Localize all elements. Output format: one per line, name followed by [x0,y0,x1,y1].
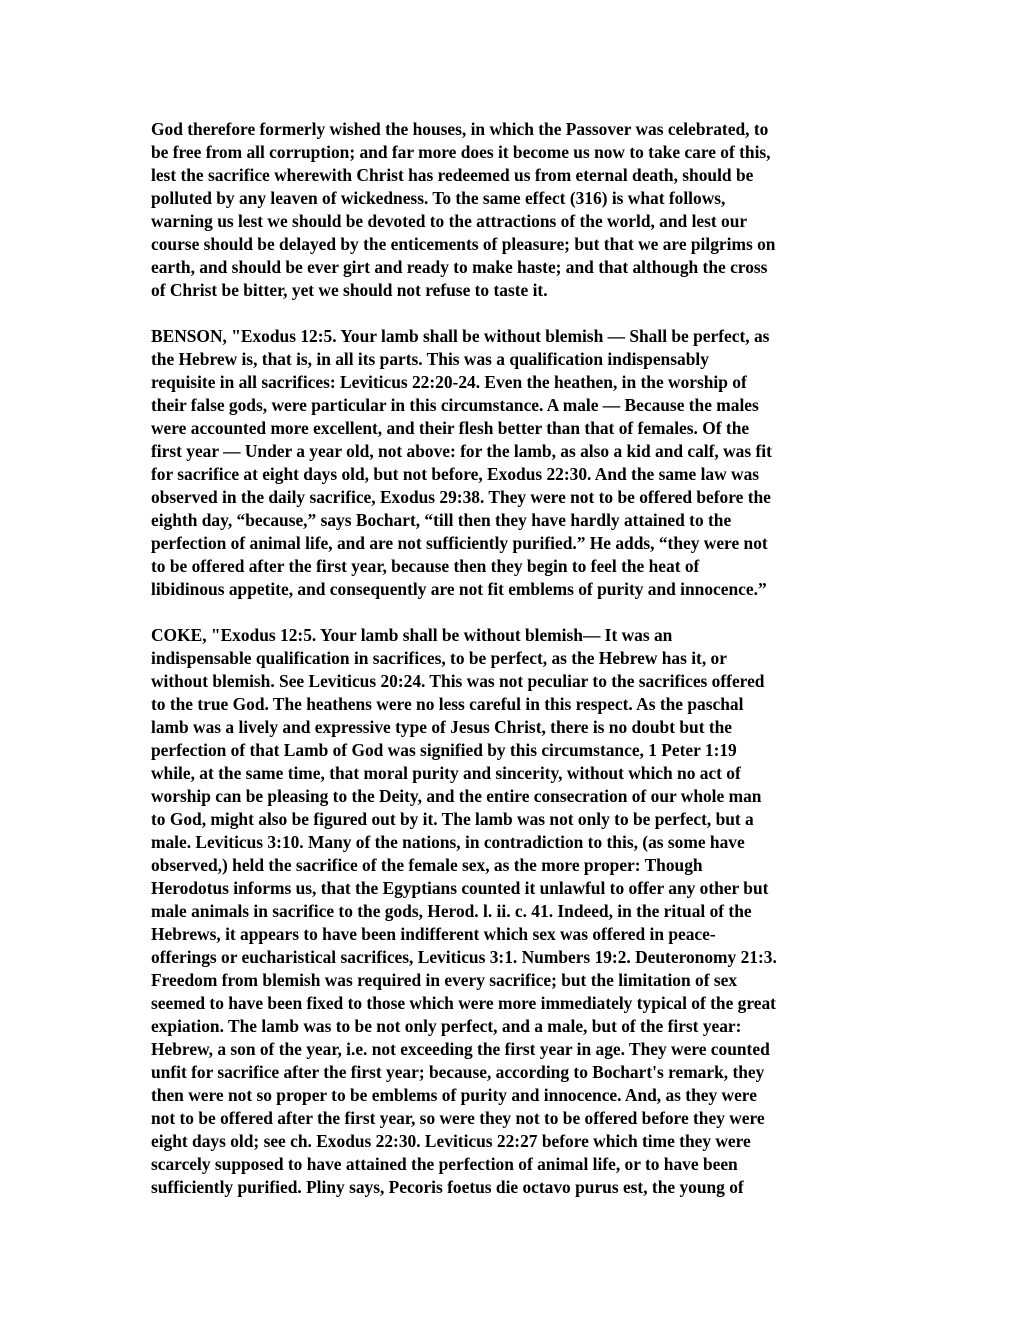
text-line: while, at the same time, that moral purity and sincerity, without which no act of [151,763,741,783]
paragraph-calvin-continuation [151,118,891,302]
text-line: sufficiently purified. Pliny says, Pecoris foetus die octavo purus est, the young of [151,1177,744,1197]
text-line: observed in the daily sacrifice, Exodus 29:38. They were not to be offered before the [151,487,771,507]
text-line: polluted by any leaven of wickedness. To the same effect (316) is what follows, [151,188,726,208]
text-line: God therefore formerly wished the houses, in which the Passover was celebrated, to [151,119,769,139]
text-line: male. Leviticus 3:10. Many of the nations, in contradiction to this, (as some have [151,832,745,852]
text-line: then were not so proper to be emblems of purity and innocence. And, as they were [151,1085,757,1105]
text-line: their false gods, were particular in this circumstance. A male — Because the males [151,395,759,415]
text-line: expiation. The lamb was to be not only perfect, and a male, but of the first year: [151,1016,742,1036]
text-line: for sacrifice at eight days old, but not before, Exodus 22:30. And the same law was [151,464,760,484]
text-line: lest the sacrifice wherewith Christ has redeemed us from eternal death, should be [151,165,754,185]
text-line: libidinous appetite, and consequently are not fit emblems of purity and innocence.” [151,579,767,599]
text-line: earth, and should be ever girt and ready to make haste; and that although the cross [151,257,768,277]
text-line: COKE, "Exodus 12:5. Your lamb shall be without blemish— It was an [151,625,673,645]
text-line: to God, might also be figured out by it. The lamb was not only to be perfect, but a [151,809,754,829]
text-line: to the true God. The heathens were no less careful in this respect. As the paschal [151,694,744,714]
text-line: observed,) held the sacrifice of the female sex, as the more proper: Though [151,855,703,875]
text-line: eight days old; see ch. Exodus 22:30. Leviticus 22:27 before which time they were [151,1131,751,1151]
text-line: worship can be pleasing to the Deity, and the entire consecration of our whole man [151,786,762,806]
paragraph-spacer [151,601,891,624]
text-line: perfection of that Lamb of God was signified by this circumstance, 1 Peter 1:19 [151,740,737,760]
text-line: eighth day, “because,” says Bochart, “till then they have hardly attained to the [151,510,732,530]
text-line: unfit for sacrifice after the first year; because, according to Bochart's remark, they [151,1062,765,1082]
text-line: course should be delayed by the enticements of pleasure; but that we are pilgrims on [151,234,776,254]
text-line: not to be offered after the first year, so were they not to be offered before they were [151,1108,765,1128]
text-line: perfection of animal life, and are not sufficiently purified.” He adds, “they were not [151,533,768,553]
text-line: seemed to have been fixed to those which were more immediately typical of the great [151,993,776,1013]
text-line: the Hebrew is, that is, in all its parts. This was a qualification indispensably [151,349,709,369]
text-line: of Christ be bitter, yet we should not refuse to taste it. [151,280,548,300]
text-line: Hebrew, a son of the year, i.e. not exceeding the first year in age. They were counted [151,1039,770,1059]
text-line: Herodotus informs us, that the Egyptians counted it unlawful to offer any other but [151,878,769,898]
text-line: BENSON, "Exodus 12:5. Your lamb shall be without blemish — Shall be perfect, as [151,326,770,346]
text-line: Freedom from blemish was required in every sacrifice; but the limitation of sex [151,970,738,990]
text-line: Hebrews, it appears to have been indifferent which sex was offered in peace- [151,924,716,944]
text-line: without blemish. See Leviticus 20:24. This was not peculiar to the sacrifices offered [151,671,765,691]
text-line: to be offered after the first year, because then they begin to feel the heat of [151,556,700,576]
text-line: requisite in all sacrifices: Leviticus 22:20-24. Even the heathen, in the worship of [151,372,747,392]
text-line: male animals in sacrifice to the gods, Herod. l. ii. c. 41. Indeed, in the ritual of the [151,901,752,921]
text-line: first year — Under a year old, not above: for the lamb, as also a kid and calf, was fit [151,441,772,461]
text-line: warning us lest we should be devoted to the attractions of the world, and lest our [151,211,748,231]
text-line: be free from all corruption; and far more does it become us now to take care of this, [151,142,771,162]
paragraph-spacer [151,302,891,325]
document-page [151,118,891,1199]
text-line: indispensable qualification in sacrifices, to be perfect, as the Hebrew has it, or [151,648,727,668]
text-line: offerings or eucharistical sacrifices, Leviticus 3:1. Numbers 19:2. Deuteronomy 21:3. [151,947,777,967]
paragraph-benson [151,325,891,601]
paragraph-coke [151,624,891,1199]
text-line: were accounted more excellent, and their flesh better than that of females. Of the [151,418,750,438]
text-line: scarcely supposed to have attained the perfection of animal life, or to have been [151,1154,738,1174]
text-line: lamb was a lively and expressive type of Jesus Christ, there is no doubt but the [151,717,733,737]
